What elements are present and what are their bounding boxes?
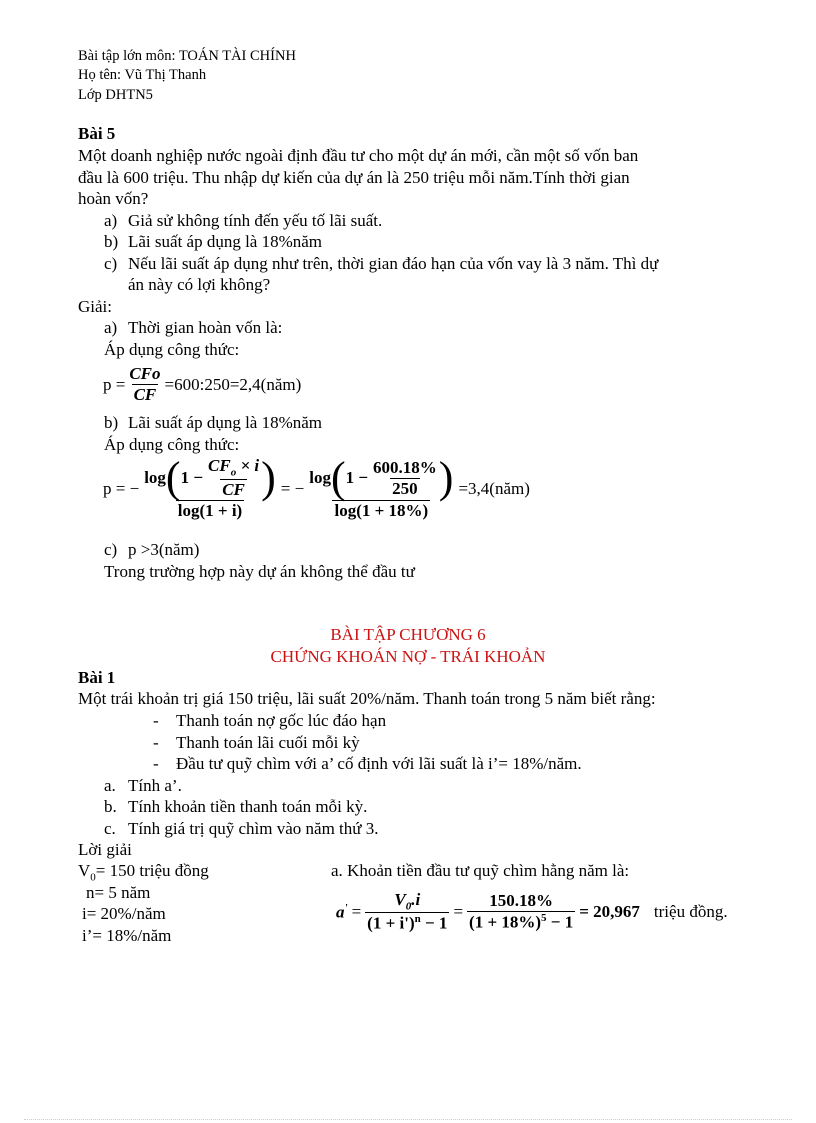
f2-paren-open-2: ( — [330, 453, 346, 502]
f2-paren-open: ( — [165, 453, 181, 502]
f3-unit: triệu đồng. — [653, 902, 728, 922]
f2-inner-fraction — [206, 456, 261, 499]
task-b-marker: b. — [104, 797, 117, 816]
task-b: Tính khoản tiền thanh toán mỗi kỳ. — [128, 797, 368, 816]
f2-fraction-general — [142, 453, 278, 521]
f1-fraction — [127, 364, 162, 405]
f3-eq-1: = — [351, 902, 362, 922]
f3-numerator-numeric: 150.18% — [489, 891, 553, 911]
f1-denominator: CF — [133, 385, 157, 404]
f2-eq: = − — [280, 478, 305, 498]
bai1-bullet-2-marker: - — [153, 733, 159, 752]
f3-fraction-numeric — [467, 891, 575, 933]
sol-c-marker: c) — [104, 540, 118, 559]
bai1-problem: Một trái khoản trị giá 150 triệu, lãi suất 20%/năm. Thanh toán trong 5 năm biết rằng: — [78, 689, 656, 708]
f3-eq-2: = — [453, 902, 464, 922]
bai1-bullet-1: Thanh toán nợ gốc lúc đáo hạn — [176, 711, 387, 730]
f2-numerator-general — [142, 453, 278, 502]
page-bottom-rule — [24, 1119, 792, 1120]
f2-one-minus-2: 1 − — [345, 468, 369, 487]
formula-payback-interest — [103, 453, 530, 521]
task-a: Tính a’. — [128, 776, 182, 795]
sol-a-text: Thời gian hoàn vốn là: — [128, 318, 283, 337]
f3-denominator-general: $(1 + i')^n - 1$ — [367, 913, 448, 934]
f2-log-label-2: log — [309, 468, 331, 487]
f2-numerator-numeric — [307, 453, 455, 502]
task-c: Tính giá trị quỹ chìm vào năm thứ 3. — [128, 819, 379, 838]
given-i-prime: i’= 18%/năm — [82, 926, 172, 945]
f3-numerator-general: $V_0.i$ — [394, 890, 421, 913]
chapter-title: BÀI TẬP CHƯƠNG 6 — [330, 625, 486, 644]
part-a-text: a. Khoản tiền đầu tư quỹ chìm hằng năm là: — [331, 861, 630, 880]
f2-inner-den: CF — [222, 479, 245, 499]
f2-paren-close: ) — [261, 453, 276, 502]
f2-inner-den-2: 250 — [392, 478, 418, 498]
sol-a-marker: a) — [104, 318, 118, 337]
f3-fraction-general — [365, 890, 449, 934]
bai1-solution-label: Lời giải — [78, 840, 132, 859]
f2-fraction-numeric — [307, 453, 455, 521]
f2-one-minus: 1 − — [180, 468, 204, 487]
task-a-marker: a. — [104, 776, 116, 795]
bai5-problem-line3: hoàn vốn? — [78, 189, 149, 208]
bai5-solution-label: Giải: — [78, 297, 112, 316]
f1-result: =600:250=2,4(năm) — [164, 374, 302, 394]
chapter-subtitle: CHỨNG KHOÁN NỢ - TRÁI KHOẢN — [270, 647, 546, 666]
f2-log-label: log — [144, 468, 166, 487]
apply-formula-1: Áp dụng công thức: — [104, 340, 240, 359]
formula-sinking-fund — [336, 890, 728, 934]
bai1-title: Bài 1 — [78, 668, 116, 687]
bai5-item-b-marker: b) — [104, 232, 119, 251]
f1-numerator: CFo — [129, 364, 161, 383]
given-i: i= 20%/năm — [82, 904, 166, 923]
sol-b-marker: b) — [104, 413, 119, 432]
f2-inner-fraction-2 — [371, 458, 439, 499]
bai5-item-c: Nếu lãi suất áp dụng như trên, thời gian đáo hạn của vốn vay là 3 năm. Thì dự — [128, 254, 659, 273]
bai5-item-c-cont: án này có lợi không? — [128, 275, 271, 294]
bai5-problem-line1: Một doanh nghiệp nước ngoài định đầu tư cho một dự án mới, cần một số vốn ban — [78, 146, 639, 165]
f3-denominator-numeric: $(1 + 18\%)^5 - 1$ — [469, 912, 574, 932]
f2-denominator-general: log(1 + i) — [177, 501, 243, 520]
given-n: n= 5 năm — [86, 883, 151, 902]
f3-result: = 20,967 — [579, 902, 640, 922]
bai1-bullet-2: Thanh toán lãi cuối mỗi kỳ — [176, 733, 360, 752]
header-name: Họ tên: Vũ Thị Thanh — [78, 67, 207, 83]
f2-inner-num: $CF_o \times i$ — [208, 456, 260, 479]
apply-formula-2: Áp dụng công thức: — [104, 435, 240, 454]
bai1-bullet-1-marker: - — [153, 711, 159, 730]
f2-paren-close-2: ) — [438, 453, 454, 502]
f2-lhs: p = − — [103, 478, 140, 498]
bai5-item-b: Lãi suất áp dụng là 18%năm — [128, 232, 323, 251]
f2-denominator-numeric: log(1 + 18%) — [334, 501, 429, 520]
bai1-bullet-3: Đầu tư quỹ chìm với a’ cố định với lãi suất là i’= 18%/năm. — [176, 754, 582, 773]
bai1-bullet-3-marker: - — [153, 754, 159, 773]
f3-lhs: a' — [336, 901, 348, 922]
task-c-marker: c. — [104, 819, 116, 838]
bai5-problem-line2: đầu là 600 triệu. Thu nhập dự kiến của dự án là 250 triệu mỗi năm.Tính thời gian — [78, 168, 630, 187]
bai5-item-a: Giả sử không tính đến yếu tố lãi suất. — [128, 211, 383, 230]
header-course: Bài tập lớn môn: TOÁN TÀI CHÍNH — [78, 48, 296, 64]
bai5-conclusion: Trong trường hợp này dự án không thể đầu tư — [104, 562, 415, 581]
sol-b-text: Lãi suất áp dụng là 18%năm — [128, 413, 323, 432]
bai5-item-c-marker: c) — [104, 254, 118, 273]
f2-result: =3,4(năm) — [458, 478, 530, 498]
sol-c-text: p >3(năm) — [128, 540, 200, 559]
given-v0: $V_0= 150$ triệu đồng — [78, 861, 209, 884]
formula-payback-simple — [103, 364, 301, 405]
f2-inner-num-2: 600.18% — [373, 457, 437, 477]
header-class: Lớp DHTN5 — [78, 87, 153, 103]
bai5-title: Bài 5 — [78, 124, 116, 143]
f1-lhs: p = — [103, 374, 126, 394]
bai5-item-a-marker: a) — [104, 211, 118, 230]
